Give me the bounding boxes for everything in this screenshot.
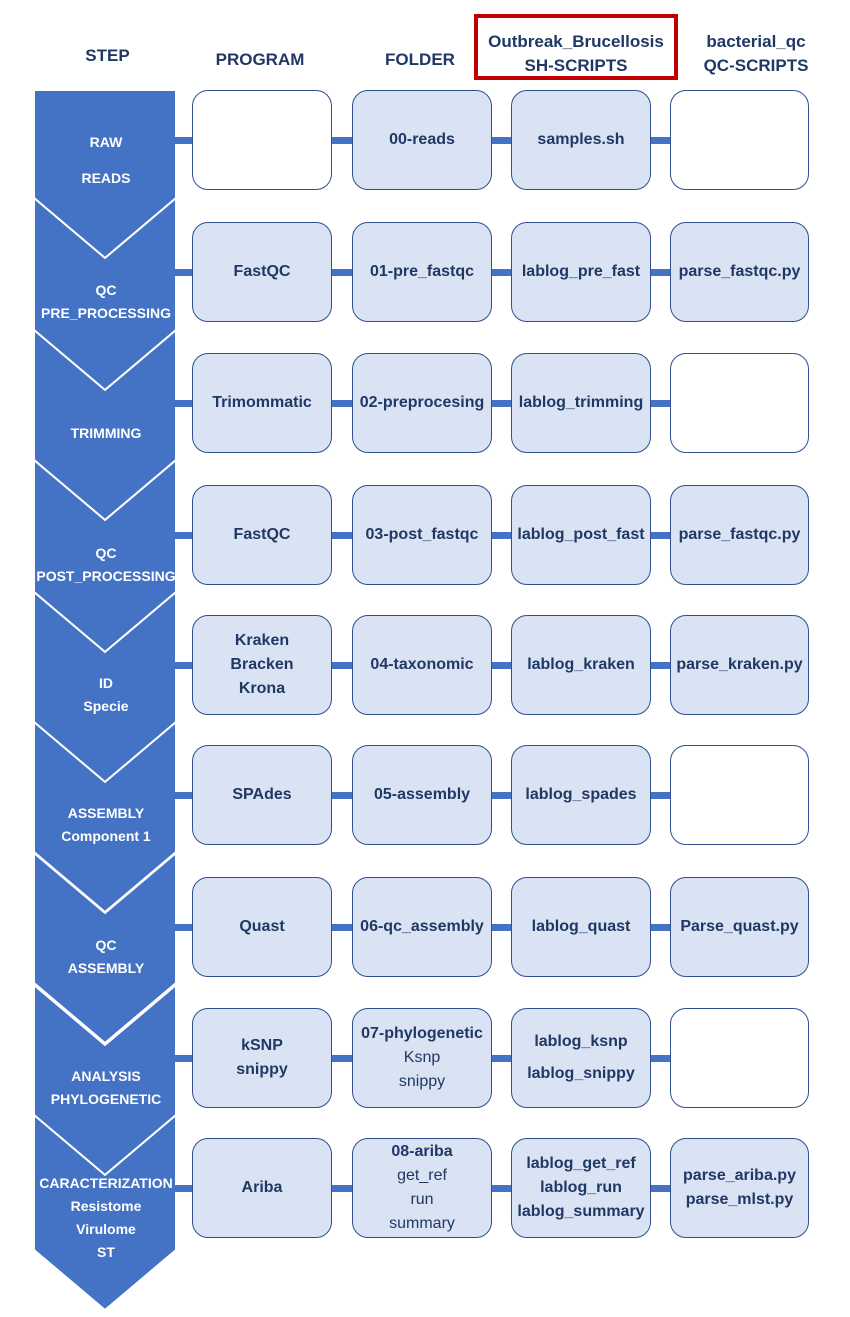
step-label-line: PRE_PROCESSING bbox=[41, 305, 171, 321]
program-box bbox=[192, 485, 332, 585]
step-label-line: ANALYSIS bbox=[71, 1068, 141, 1084]
program-box bbox=[192, 222, 332, 322]
qc-text: Parse_quast.py bbox=[680, 918, 799, 935]
folder-box bbox=[352, 1138, 492, 1238]
step-label-line: Virulome bbox=[76, 1221, 136, 1237]
connector bbox=[330, 1055, 354, 1062]
qc-box bbox=[670, 745, 809, 845]
connector bbox=[174, 1185, 194, 1192]
connector bbox=[174, 792, 194, 799]
step-chevron-column bbox=[0, 0, 200, 1317]
step-label bbox=[32, 542, 180, 588]
connector bbox=[330, 662, 354, 669]
step-label-line: ID bbox=[99, 675, 113, 691]
folder-text: 07-phylogenetic bbox=[361, 1025, 483, 1042]
sh-text: lablog_kraken bbox=[527, 656, 635, 673]
sh-box bbox=[511, 1008, 651, 1108]
step-label-line: ST bbox=[97, 1244, 115, 1260]
step-label-line: ASSEMBLY bbox=[67, 960, 145, 976]
folder-subtext: run bbox=[410, 1191, 434, 1208]
folder-subtext: Ksnp bbox=[403, 1049, 441, 1066]
program-box bbox=[192, 745, 332, 845]
header-step: STEP bbox=[85, 46, 130, 65]
connector bbox=[490, 532, 513, 539]
folder-text: 08-ariba bbox=[391, 1143, 453, 1160]
folder-text: 01-pre_fastqc bbox=[369, 263, 475, 280]
sh-text: lablog_summary bbox=[517, 1203, 645, 1220]
connector bbox=[649, 137, 672, 144]
program-text: Ariba bbox=[241, 1179, 283, 1196]
qc-text: parse_mlst.py bbox=[685, 1191, 794, 1208]
program-text: snippy bbox=[236, 1061, 288, 1078]
sh-box bbox=[511, 1138, 651, 1238]
connector bbox=[174, 400, 194, 407]
folder-box bbox=[352, 745, 492, 845]
connector bbox=[649, 1185, 672, 1192]
folder-subtext: summary bbox=[389, 1215, 455, 1232]
connector bbox=[490, 137, 513, 144]
step-label-line: ASSEMBLY bbox=[67, 805, 145, 821]
qc-text: parse_kraken.py bbox=[676, 656, 803, 673]
connector bbox=[174, 532, 194, 539]
step-label-line: PHYLOGENETIC bbox=[50, 1091, 162, 1107]
qc-box bbox=[670, 90, 809, 190]
header-folder: FOLDER bbox=[385, 50, 455, 69]
step-label bbox=[32, 802, 180, 848]
step-label bbox=[32, 422, 180, 445]
step-label bbox=[32, 124, 180, 196]
connector bbox=[330, 1185, 354, 1192]
connector bbox=[649, 269, 672, 276]
connector bbox=[649, 662, 672, 669]
program-text: Kraken bbox=[234, 632, 290, 649]
sh-text: lablog_get_ref bbox=[526, 1155, 636, 1172]
sh-box bbox=[511, 353, 651, 453]
connector bbox=[490, 269, 513, 276]
connector bbox=[649, 400, 672, 407]
connector bbox=[174, 924, 194, 931]
connector bbox=[490, 662, 513, 669]
connector bbox=[330, 532, 354, 539]
sh-text: samples.sh bbox=[537, 131, 625, 148]
header-qc-scripts bbox=[676, 30, 836, 78]
connector bbox=[649, 792, 672, 799]
connector bbox=[649, 532, 672, 539]
qc-box bbox=[670, 1138, 809, 1238]
sh-box bbox=[511, 615, 651, 715]
folder-text: 04-taxonomic bbox=[370, 656, 474, 673]
folder-text: 05-assembly bbox=[373, 786, 471, 803]
qc-text: parse_fastqc.py bbox=[678, 263, 801, 280]
program-box bbox=[192, 877, 332, 977]
folder-text: 02-preprocesing bbox=[359, 394, 485, 411]
step-label-line: CARACTERIZATION bbox=[39, 1175, 173, 1191]
connector bbox=[330, 792, 354, 799]
program-box bbox=[192, 1008, 332, 1108]
program-box bbox=[192, 615, 332, 715]
sh-box bbox=[511, 222, 651, 322]
folder-box bbox=[352, 485, 492, 585]
qc-text: parse_fastqc.py bbox=[678, 526, 801, 543]
step-label-line: QC bbox=[95, 545, 117, 561]
sh-box bbox=[511, 877, 651, 977]
step-label-line: POST_PROCESSING bbox=[36, 568, 176, 584]
program-box bbox=[192, 1138, 332, 1238]
step-label-line: RAW bbox=[89, 134, 123, 150]
program-text: Krona bbox=[238, 680, 286, 697]
connector bbox=[174, 269, 194, 276]
header-qc-scripts-line2: QC-SCRIPTS bbox=[703, 56, 809, 75]
program-text: SPAdes bbox=[232, 786, 292, 803]
sh-box bbox=[511, 90, 651, 190]
program-text: kSNP bbox=[241, 1037, 283, 1054]
sh-box bbox=[511, 485, 651, 585]
folder-text: 06-qc_assembly bbox=[360, 918, 484, 935]
header-sh-scripts-line2: SH-SCRIPTS bbox=[524, 56, 628, 75]
step-label-line: Specie bbox=[83, 698, 129, 714]
step-label-line: TRIMMING bbox=[70, 424, 142, 441]
program-box bbox=[192, 353, 332, 453]
folder-box bbox=[352, 353, 492, 453]
program-text: FastQC bbox=[233, 526, 291, 543]
sh-text: lablog_ksnp bbox=[534, 1033, 628, 1050]
header-sh-scripts-line1: Outbreak_Brucellosis bbox=[488, 32, 664, 51]
step-label-line: QC bbox=[95, 937, 117, 953]
connector bbox=[330, 924, 354, 931]
sh-text: lablog_spades bbox=[525, 786, 637, 803]
step-label-line: QC bbox=[95, 282, 117, 298]
qc-box bbox=[670, 615, 809, 715]
connector bbox=[174, 1055, 194, 1062]
folder-subtext: snippy bbox=[398, 1073, 446, 1090]
connector bbox=[490, 792, 513, 799]
step-label bbox=[32, 1172, 180, 1264]
step-label bbox=[32, 279, 180, 325]
program-text: FastQC bbox=[233, 263, 291, 280]
sh-text: lablog_trimming bbox=[518, 394, 644, 411]
sh-text: lablog_post_fast bbox=[517, 526, 645, 543]
connector bbox=[490, 1185, 513, 1192]
qc-box bbox=[670, 877, 809, 977]
folder-box bbox=[352, 615, 492, 715]
connector bbox=[649, 924, 672, 931]
step-label bbox=[32, 672, 180, 718]
program-text: Bracken bbox=[230, 656, 294, 673]
folder-subtext: get_ref bbox=[397, 1167, 447, 1184]
connector bbox=[174, 137, 194, 144]
sh-text: lablog_snippy bbox=[527, 1065, 635, 1082]
header-sh-scripts bbox=[474, 30, 678, 78]
sh-text: lablog_pre_fast bbox=[521, 263, 641, 280]
connector bbox=[330, 400, 354, 407]
folder-box bbox=[352, 90, 492, 190]
connector bbox=[174, 662, 194, 669]
step-label-line: READS bbox=[81, 170, 131, 186]
step-label-line: Component 1 bbox=[61, 828, 151, 844]
sh-text: lablog_quast bbox=[531, 918, 631, 935]
folder-box bbox=[352, 877, 492, 977]
step-label bbox=[32, 934, 180, 980]
step-label-line: Resistome bbox=[70, 1198, 142, 1214]
folder-box bbox=[352, 222, 492, 322]
program-text: Quast bbox=[239, 918, 285, 935]
qc-box bbox=[670, 485, 809, 585]
folder-text: 03-post_fastqc bbox=[365, 526, 479, 543]
connector bbox=[490, 1055, 513, 1062]
folder-box bbox=[352, 1008, 492, 1108]
qc-text: parse_ariba.py bbox=[683, 1167, 796, 1184]
program-text: Trimommatic bbox=[212, 394, 312, 411]
folder-text: 00-reads bbox=[389, 131, 455, 148]
header-qc-scripts-line1: bacterial_qc bbox=[706, 32, 806, 51]
connector bbox=[330, 137, 354, 144]
qc-box bbox=[670, 222, 809, 322]
qc-box bbox=[670, 1008, 809, 1108]
connector bbox=[490, 400, 513, 407]
sh-text: lablog_run bbox=[540, 1179, 622, 1196]
header-program: PROGRAM bbox=[215, 50, 305, 69]
step-label bbox=[32, 1065, 180, 1111]
connector bbox=[490, 924, 513, 931]
connector bbox=[330, 269, 354, 276]
qc-box bbox=[670, 353, 809, 453]
connector bbox=[649, 1055, 672, 1062]
program-box bbox=[192, 90, 332, 190]
sh-box bbox=[511, 745, 651, 845]
